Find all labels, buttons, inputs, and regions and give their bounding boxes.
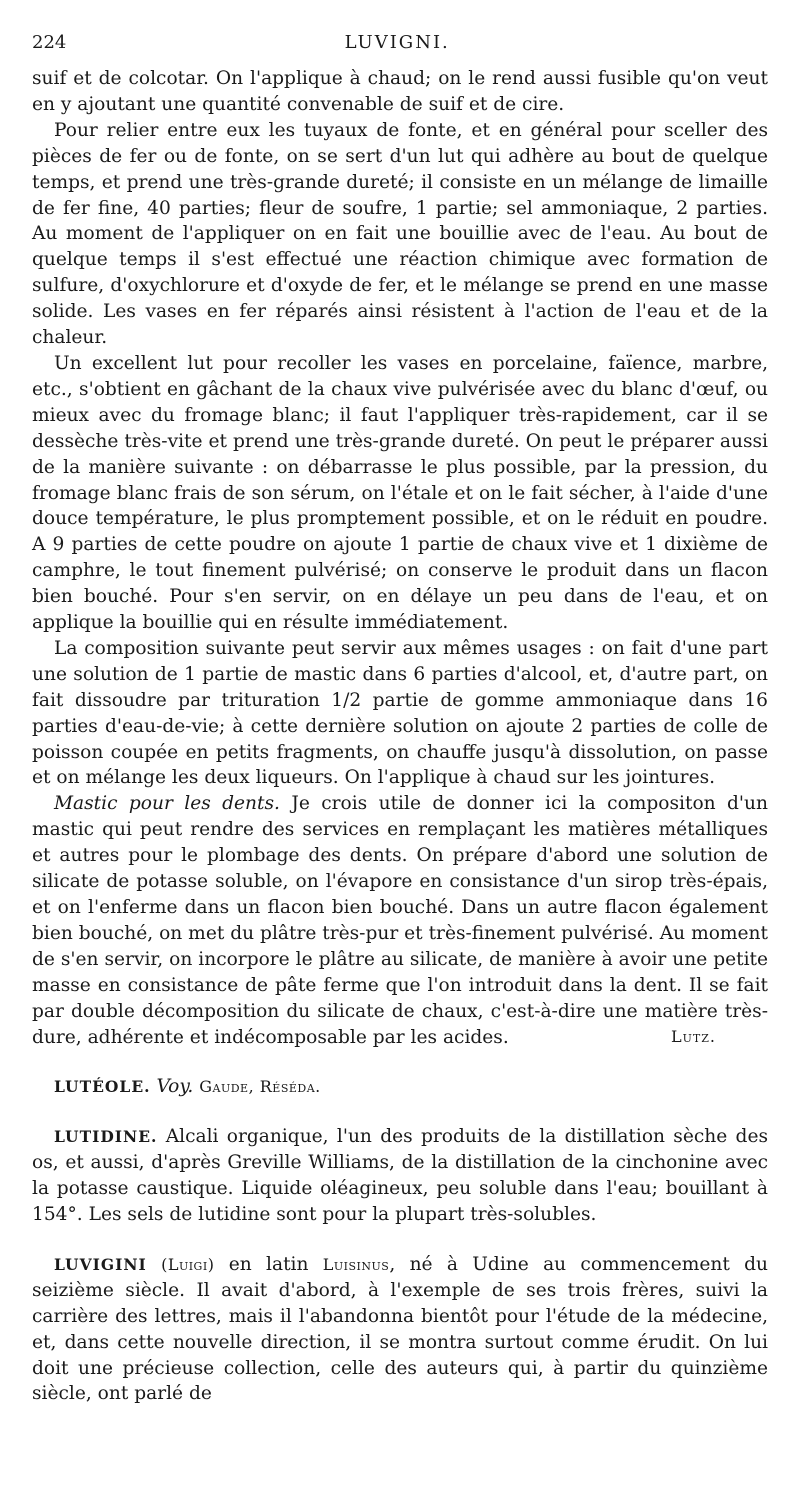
page-number: 224 <box>32 32 67 53</box>
paragraph-continuation: suif et de colcotar. On l'applique à chaud; on le rend aussi fusible qu'on veut en y ajoutant une quantité convenable de suif et de cire. <box>32 68 768 115</box>
luvigini-first-name: (Luigi) <box>161 1254 215 1274</box>
luvigini-text-a: en latin <box>214 1253 323 1275</box>
paragraph-lut-fonte: Pour relier entre eux les tuyaux de fonte, et en général pour sceller des pièces de fer ou de fonte, on se sert d'un lut qui adhère au bout de quelque temps, et prend une très-grande dureté; il consiste en un mélange de limaille de fer fine, 40 parties; fleur de soufre, 1 partie; sel ammoniaque, 2 parties. Au moment de l'appliquer on en fait une bouillie avec de l'eau. Au bout de quelque temps il s'est effectué une réaction chimique avec formation de sulfure, d'oxychlorure et d'oxyde de fer, et le mélange se prend en une masse solide. Les vases en fer réparés ainsi résistent à l'action de l'eau et de la chaleur. <box>32 119 768 349</box>
running-title: LUVIGNI. <box>344 32 450 53</box>
document-page <box>32 30 768 1407</box>
mastic-lead: Mastic pour les dents. <box>54 793 280 815</box>
page-header <box>32 30 768 56</box>
headword-luteole: LUTÉOLE. <box>54 1077 151 1097</box>
luvigini-text-b: , né à Udine au commencement du seizième siècle. Il avait d'abord, à l'exemple de ses trois frères, suivi la carrière des lettres, mais il l'abandonna bientôt pour l'étude de la médecine, et, dans cette nouvelle direction, il se montra surtout comme érudit. On lui doit une précieuse collection, celle des auteurs qui, à partir du quinzième siècle, ont parlé de <box>32 1253 768 1405</box>
entry-luteole <box>32 1074 768 1100</box>
author-signature: Lutz. <box>671 1027 716 1047</box>
lutidine-text: Alcali organique, l'un des produits de la distillation sèche des os, et aussi, d'après Greville Williams, de la distillation de la cinchonine avec la potasse caustique. Liquide oléagineux, peu soluble dans l'eau; bouillant à 154°. Les sels de lutidine sont pour la plupart très-solubles. <box>32 1126 768 1225</box>
paragraph-mastic-dents <box>32 791 768 1050</box>
luvigini-latin-name: Luisinus <box>322 1254 390 1274</box>
paragraph-lut-porcelaine: Un excellent lut pour recoller les vases en porcelaine, faïence, marbre, etc., s'obtient en gâchant de la chaux vive pulvérisée avec du blanc d'œuf, ou mieux avec du fromage blanc; il faut l'appliquer très-rapidement, car il se dessèche très-vite et prend une très-grande dureté. On peut le préparer aussi de la manière suivante : on débarrasse le plus possible, par la pression, du fromage blanc frais de son sérum, on l'étale et on le fait sécher, à l'aide d'une douce température, le plus promptement possible, et on le réduit en poudre. A 9 parties de cette poudre on ajoute 1 partie de chaux vive et 1 dixième de camphre, le tout finement pulvérisé; on conserve le produit dans un flacon bien bouché. Pour s'en servir, on en délaye un peu dans de l'eau, et on applique la bouillie qui en résulte immédiatement. <box>32 352 768 634</box>
headword-luvigini: LUVIGINI <box>54 1254 147 1274</box>
cross-reference: Gaude, Réséda. <box>199 1077 321 1097</box>
paragraph-composition: La composition suivante peut servir aux mêmes usages : on fait d'une part une solution de 1 partie de mastic dans 6 parties d'alcool, et, d'autre part, on fait dissoudre par trituration 1/2 partie de gomme ammoniaque dans 16 parties d'eau-de-vie; à cette dernière solution on ajoute 2 parties de colle de poisson coupée en petits fragments, on chauffe jusqu'à dissolution, on passe et on mélange les deux liqueurs. On l'applique à chaud sur les jointures. <box>32 637 768 789</box>
entry-luvigini <box>32 1252 768 1407</box>
mastic-text: Je crois utile de donner ici la compositon d'un mastic qui peut rendre des services en remplaçant les matières métalliques et autres pour le plombage des dents. On prépare d'abord une solution de silicate de potasse soluble, on l'évapore en consistance d'un sirop très-épais, et on l'enferme dans un flacon bien bouché. Dans un autre flacon également bien bouché, on met du plâtre très-pur et très-finement pulvérisé. Au moment de s'en servir, on incorpore le plâtre au silicate, de manière à avoir une petite masse en consistance de pâte ferme que l'on introduit dans la dent. Il se fait par double décomposition du silicate de chaux, c'est-à-dire une matière très-dure, adhérente et indécomposable par les acides. <box>32 793 768 1048</box>
entry-lutidine <box>32 1124 768 1228</box>
voy-label: Voy. <box>156 1076 194 1098</box>
headword-lutidine: LUTIDINE. <box>54 1127 158 1147</box>
